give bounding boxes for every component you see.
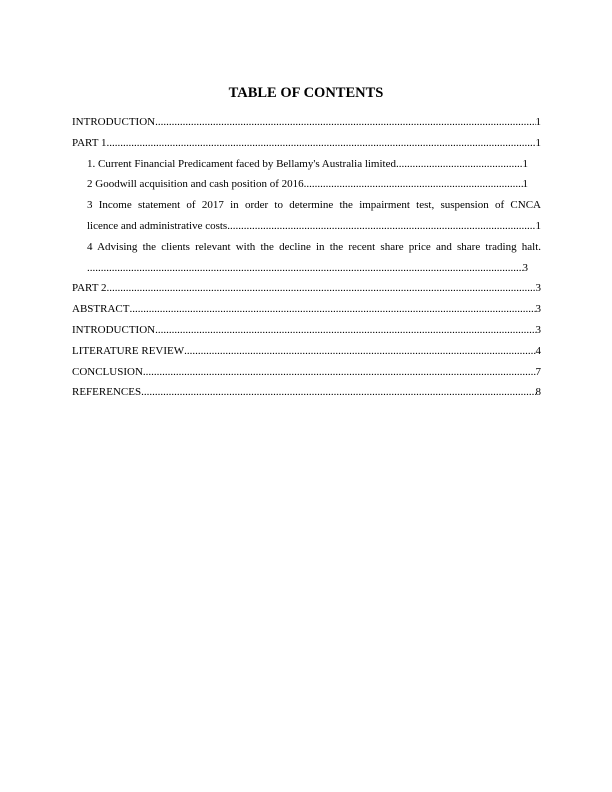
toc-entry-introduction-2[interactable] <box>72 320 541 341</box>
toc-page-number: 1 <box>522 157 528 170</box>
toc-entry-references[interactable] <box>72 382 541 403</box>
toc-page-number: 1 <box>535 136 541 149</box>
toc-page-number: 4 <box>535 344 541 357</box>
toc-entry-abstract[interactable] <box>72 299 541 320</box>
toc-entry-label: 2 Goodwill acquisition and cash position of 2016 <box>87 178 304 191</box>
toc-title: TABLE OF CONTENTS <box>228 85 384 101</box>
toc-page-number: 3 <box>535 303 541 316</box>
toc-page-number: 3 <box>535 323 541 336</box>
toc-page-number: 1 <box>535 219 541 232</box>
toc-page-number: 3 <box>535 282 541 295</box>
toc-entry-label: licence and administrative costs <box>87 219 228 232</box>
toc-page-number: 3 <box>522 261 528 274</box>
toc-entry-label-line-1: 4 Advising the clients relevant with the decline in the recent share price and share trading halt. <box>87 240 541 253</box>
toc-entry-label: PART 1 <box>72 136 107 149</box>
toc-entry-label: INTRODUCTION <box>72 116 156 128</box>
toc-entry-label-line-2 <box>72 258 541 279</box>
toc-entry-label: 1. Current Financial Predicament faced by Bellamy's Australia limited <box>87 157 396 170</box>
toc-entry-part-1[interactable] <box>72 133 541 154</box>
toc-entry-label: LITERATURE REVIEW <box>72 344 185 357</box>
toc-leader-dots <box>129 299 535 320</box>
toc-page-number: 7 <box>535 365 541 378</box>
toc-entry-goodwill-acquisition[interactable] <box>72 174 541 195</box>
toc-entry-label: CONCLUSION <box>72 365 143 378</box>
toc-entry-introduction[interactable] <box>72 112 541 133</box>
toc-leader-dots <box>107 278 536 299</box>
toc-entry-label-line-1: 3 Income statement of 2017 in order to determine the impairment test, suspension of CNCA <box>87 199 541 212</box>
toc-entry-label-line-2 <box>72 216 541 237</box>
toc-leader-dots <box>304 174 523 195</box>
toc-entry-label: PART 2 <box>72 282 107 295</box>
toc-leader-dots <box>143 362 536 383</box>
table-of-contents <box>72 112 541 403</box>
toc-page-number: 1 <box>535 116 541 128</box>
toc-leader-dots <box>87 258 523 279</box>
toc-page-number: 8 <box>535 386 541 399</box>
toc-page-number: 1 <box>522 178 528 191</box>
toc-leader-dots <box>184 341 535 362</box>
toc-entry-advising-clients[interactable] <box>72 237 541 279</box>
toc-leader-dots <box>141 382 535 403</box>
toc-leader-dots <box>155 112 535 133</box>
toc-leader-dots <box>396 154 523 175</box>
toc-entry-literature-review[interactable] <box>72 341 541 362</box>
toc-entry-income-statement[interactable] <box>72 195 541 237</box>
toc-leader-dots <box>107 133 536 154</box>
toc-leader-dots <box>155 320 535 341</box>
toc-entry-current-financial-predicament[interactable] <box>72 154 541 175</box>
toc-entry-conclusion[interactable] <box>72 362 541 383</box>
toc-leader-dots <box>227 216 535 237</box>
toc-entry-label: REFERENCES <box>72 386 142 399</box>
toc-entry-label: INTRODUCTION <box>72 323 156 336</box>
toc-entry-label: ABSTRACT <box>72 303 130 316</box>
toc-entry-part-2[interactable] <box>72 278 541 299</box>
